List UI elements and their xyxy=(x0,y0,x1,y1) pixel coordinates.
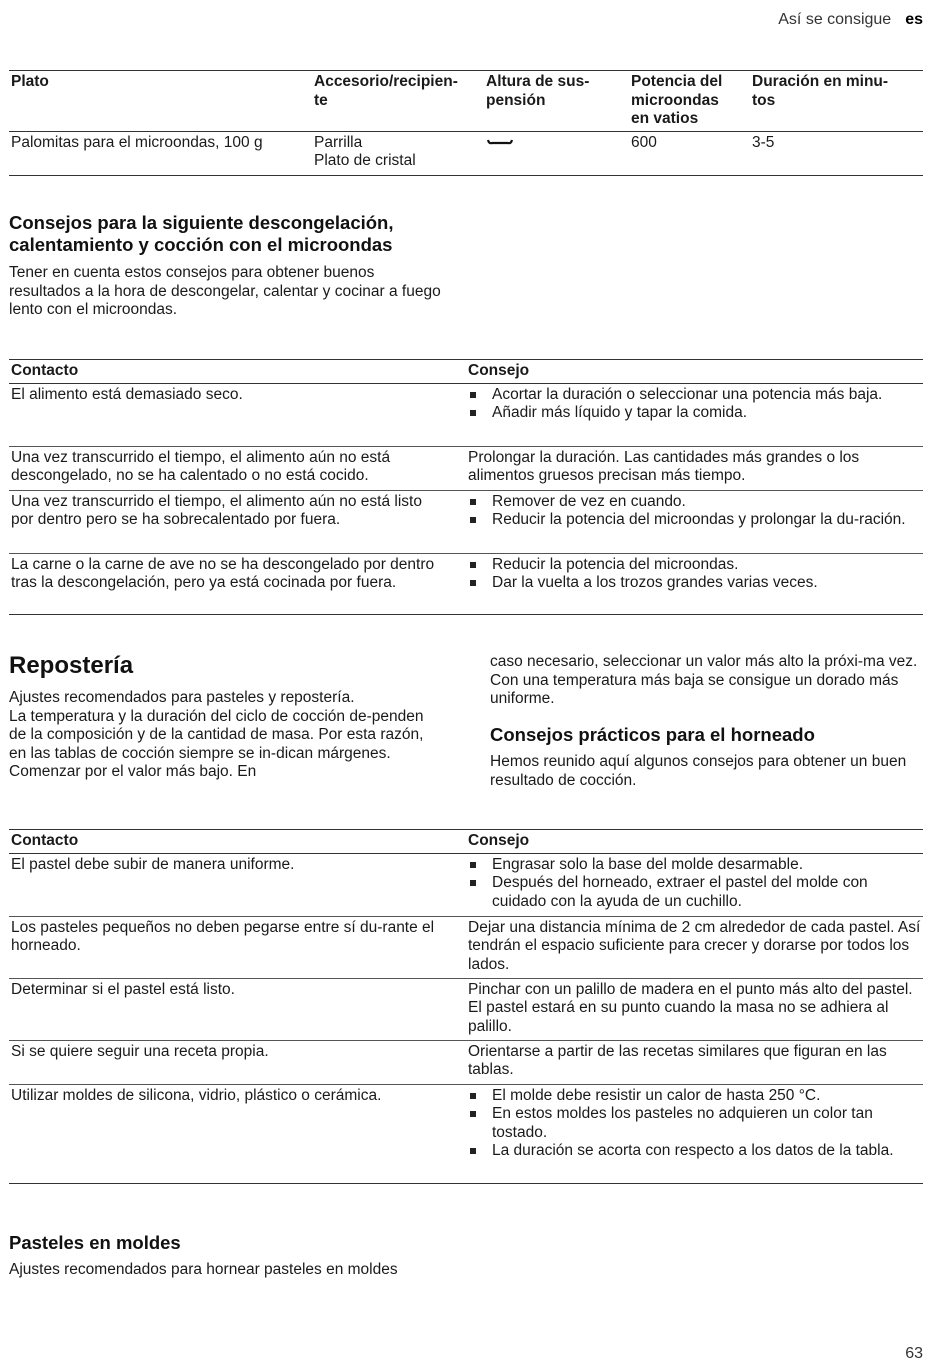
contact-cell: Si se quiere seguir una receta propia. xyxy=(11,1042,269,1060)
col-header-accesorio: Accesorio/recipien- te xyxy=(314,73,458,109)
tip-cell: Prolongar la duración. Las cantidades más grandes o los alimentos gruesos precisan más tiempo. xyxy=(468,448,860,484)
tip-bullet: Añadir más líquido y tapar la comida. xyxy=(468,404,923,423)
pasteles-title: Pasteles en moldes xyxy=(9,1232,181,1253)
col-header-duracion: Duración en minu- tos xyxy=(752,73,889,109)
col-header-contacto: Contacto xyxy=(11,362,79,379)
tip-cell xyxy=(466,553,923,614)
altura-cell xyxy=(484,131,629,175)
tip-cell: Orientarse a partir de las recetas similares que figuran en las tablas. xyxy=(468,1042,887,1078)
col-header-contacto: Contacto xyxy=(11,832,79,849)
contact-cell: Los pasteles pequeños no deben pegarse entre sí du-rante el horneado. xyxy=(11,918,435,954)
reposteria-right-text: caso necesario, seleccionar un valor más alto la próxi-ma vez. Con una temperatura más baja se consigue un dorado más uniforme. xyxy=(490,653,918,707)
reposteria-left-text: Ajustes recomendados para pasteles y repostería. La temperatura y la duración del ciclo de cocción de-penden de la composición y de la cantidad de masa. Por esta razón, en las tablas de cocción siempre se in-dican márgenes. Comenzar por el valor más bajo. En xyxy=(9,689,424,780)
contact-cell: Una vez transcurrido el tiempo, el alimento aún no está listo por dentro pero se ha sobrecalentado por fuera. xyxy=(11,492,422,528)
tip-cell xyxy=(466,383,923,446)
tip-bullet: Engrasar solo la base del molde desarmable. xyxy=(468,856,923,875)
plato-cell: Palomitas para el microondas, 100 g xyxy=(11,133,263,151)
contact-cell: El alimento está demasiado seco. xyxy=(11,385,243,403)
micro-tips-table xyxy=(9,359,923,615)
tip-cell xyxy=(466,853,923,916)
language-code: es xyxy=(905,11,923,28)
page-number: 63 xyxy=(905,1345,923,1362)
running-header xyxy=(778,11,923,30)
contact-cell: Una vez transcurrido el tiempo, el alimento aún no está descongelado, no se ha calentado o no está cocido. xyxy=(11,448,391,484)
tip-cell: Pinchar con un palillo de madera en el punto más alto del pastel. El pastel estará en su punto cuando la masa no se adhiera al palillo. xyxy=(468,980,913,1035)
col-header-consejo: Consejo xyxy=(468,832,530,849)
tip-bullet: El molde debe resistir un calor de hasta 250 °C. xyxy=(468,1087,923,1106)
accesorio-cell xyxy=(312,131,484,175)
contact-cell: El pastel debe subir de manera uniforme. xyxy=(11,855,295,873)
popcorn-table xyxy=(9,70,923,176)
accesorio-1: Parrilla xyxy=(314,133,363,151)
bake-tips-intro: Hemos reunido aquí algunos consejos para obtener un buen resultado de cocción. xyxy=(490,753,907,789)
tip-cell xyxy=(466,490,923,553)
section-title: Así se consigue xyxy=(778,11,892,28)
tip-bullet: Acortar la duración o seleccionar una potencia más baja. xyxy=(468,386,923,405)
rack-level-bottom-icon xyxy=(486,134,514,148)
tip-bullet: La duración se acorta con respecto a los datos de la tabla. xyxy=(468,1142,923,1161)
potencia-cell: 600 xyxy=(631,133,657,151)
tip-bullet: Remover de vez en cuando. xyxy=(468,493,923,512)
micro-tips-title: Consejos para la siguiente descongelación, calentamiento y cocción con el microondas xyxy=(9,212,394,255)
col-header-consejo: Consejo xyxy=(468,362,530,379)
tip-cell xyxy=(466,1084,923,1183)
tip-bullet: Reducir la potencia del microondas y prolongar la du-ración. xyxy=(468,511,923,530)
tip-bullet: Reducir la potencia del microondas. xyxy=(468,556,923,575)
tip-bullet: Dar la vuelta a los trozos grandes varias veces. xyxy=(468,574,923,593)
accesorio-2: Plato de cristal xyxy=(314,152,416,169)
contact-cell: Determinar si el pastel está listo. xyxy=(11,980,235,998)
contact-cell: Utilizar moldes de silicona, vidrio, plástico o cerámica. xyxy=(11,1086,382,1104)
contact-cell: La carne o la carne de ave no se ha descongelado por dentro tras la descongelación, pero ya está cocinada por fuera. xyxy=(11,555,435,591)
bake-tips-title: Consejos prácticos para el horneado xyxy=(490,724,815,745)
col-header-altura: Altura de sus- pensión xyxy=(486,73,590,109)
duracion-cell: 3-5 xyxy=(752,133,775,151)
reposteria-title: Repostería xyxy=(9,652,134,679)
col-header-plato: Plato xyxy=(11,73,49,90)
col-header-potencia: Potencia del microondas en vatios xyxy=(631,73,723,127)
tip-cell: Dejar una distancia mínima de 2 cm alrededor de cada pastel. Así tendrán el espacio suficiente para crecer y dorarse por todos los lados. xyxy=(468,918,921,973)
pasteles-text: Ajustes recomendados para hornear pasteles en moldes xyxy=(9,1261,398,1278)
tip-bullet: En estos moldes los pasteles no adquieren un color tan tostado. xyxy=(468,1105,923,1142)
bake-tips-table xyxy=(9,829,923,1184)
tip-bullet: Después del horneado, extraer el pastel del molde con cuidado con la ayuda de un cuchillo. xyxy=(468,874,923,911)
micro-tips-intro: Tener en cuenta estos consejos para obtener buenos resultados a la hora de descongelar, calentar y cocinar a fuego lento con el microondas. xyxy=(9,264,441,318)
